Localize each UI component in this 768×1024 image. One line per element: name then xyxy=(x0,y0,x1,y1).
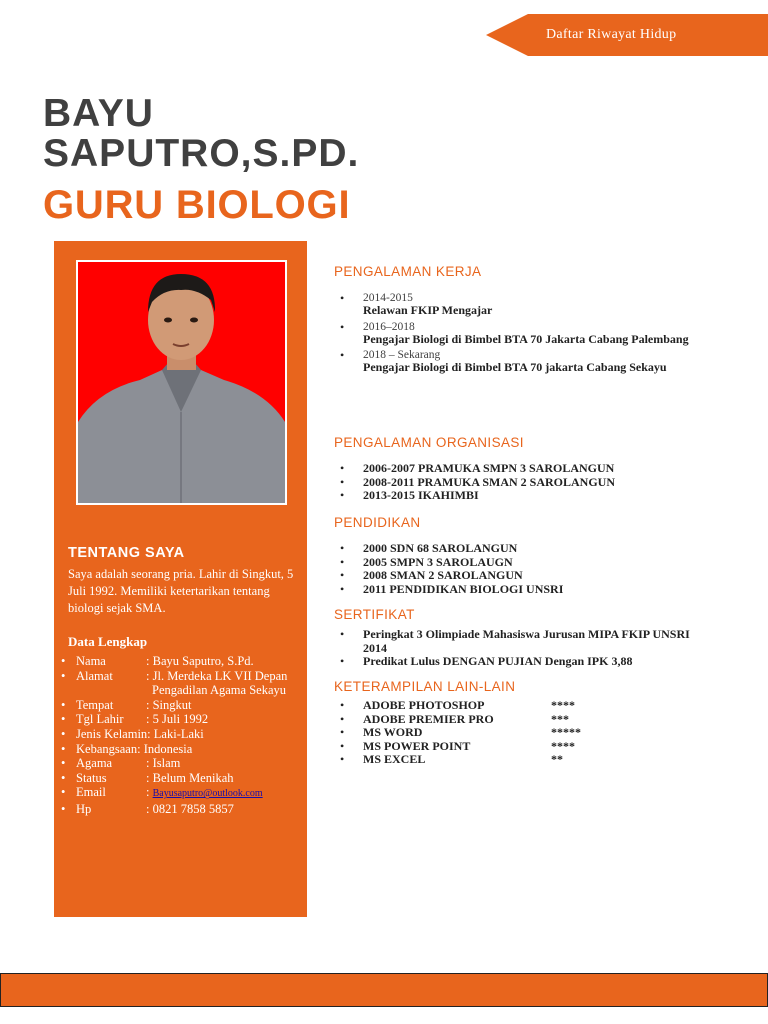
name-line-1: BAYU xyxy=(43,92,154,135)
detail-name: • Nama : Bayu Saputro, S.Pd. xyxy=(60,654,305,669)
skill-rating: **** xyxy=(551,738,575,753)
profile-photo xyxy=(76,260,287,505)
work-item: • 2014-2015 Relawan FKIP Mengajar xyxy=(334,292,714,318)
detail-marital-status: • Status : Belum Menikah xyxy=(60,771,305,786)
work-title: PENGALAMAN KERJA xyxy=(334,264,482,279)
certificates-title: SERTIFIKAT xyxy=(334,607,415,622)
education-item: • 2008 SMAN 2 SAROLANGUN xyxy=(334,569,714,583)
skill-item: • MS WORD ***** xyxy=(334,726,714,740)
certificate-item: • Peringkat 3 Olimpiade Mahasiswa Jurusan MIPA FKIP UNSRI 2014 xyxy=(334,628,699,655)
about-text: Saya adalah seorang pria. Lahir di Singkut, 5 Juli 1992. Memiliki ketertarikan tentang biologi sejak SMA. xyxy=(68,567,294,615)
details-title: Data Lengkap xyxy=(68,634,148,649)
skill-rating: ** xyxy=(551,752,563,766)
organization-item: • 2008-2011 PRAMUKA SMAN 2 SAROLANGUN xyxy=(334,476,714,490)
work-item: • 2018 – Sekarang Pengajar Biologi di Bimbel BTA 70 jakarta Cabang Sekayu xyxy=(334,349,714,375)
detail-nationality: • Kebangsaan : Indonesia xyxy=(60,742,305,757)
detail-birthdate: • Tgl Lahir : 5 Juli 1992 xyxy=(60,712,305,727)
detail-religion: • Agama : Islam xyxy=(60,756,305,771)
skill-rating: *** xyxy=(551,711,569,726)
education-item: • 2005 SMPN 3 SAROLAUGN xyxy=(334,556,714,570)
candidate-name xyxy=(43,94,359,174)
title-banner xyxy=(486,14,768,56)
personal-details-list xyxy=(60,654,305,817)
education-list xyxy=(334,542,714,596)
education-item: • 2011 PENDIDIKAN BIOLOGI UNSRI xyxy=(334,583,714,597)
skill-item: • MS POWER POINT **** xyxy=(334,740,714,754)
job-title: GURU BIOLOGI xyxy=(43,183,351,227)
detail-address: • Alamat : Jl. Merdeka LK VII Depan Pengadilan Agama Sekayu xyxy=(60,669,305,698)
about-title: TENTANG SAYA xyxy=(68,545,185,561)
skills-title: KETERAMPILAN LAIN-LAIN xyxy=(334,679,516,694)
detail-gender: • Jenis Kelamin : Laki-Laki xyxy=(60,727,305,742)
skills-list xyxy=(334,699,714,767)
portrait-image xyxy=(78,262,285,503)
detail-email: • Email : Bayusaputro@outlook.com xyxy=(60,785,305,802)
banner-label: Daftar Riwayat Hidup xyxy=(546,27,677,42)
skill-rating: ***** xyxy=(551,725,581,739)
organization-item: • 2006-2007 PRAMUKA SMPN 3 SAROLANGUN xyxy=(334,462,714,476)
organization-list xyxy=(334,462,714,503)
detail-phone: • Hp : 0821 7858 5857 xyxy=(60,802,305,817)
work-item: • 2016–2018 Pengajar Biologi di Bimbel BTA 70 Jakarta Cabang Palembang xyxy=(334,321,714,347)
certificates-list xyxy=(334,628,699,669)
skill-rating: **** xyxy=(551,698,575,712)
education-item: • 2000 SDN 68 SAROLANGUN xyxy=(334,542,714,556)
skill-item: • ADOBE PHOTOSHOP **** xyxy=(334,699,714,713)
email-link[interactable]: Bayusaputro@outlook.com xyxy=(152,788,263,800)
skill-item: • MS EXCEL ** xyxy=(334,753,714,767)
education-title: PENDIDIKAN xyxy=(334,515,421,530)
footer-bar xyxy=(0,973,768,1007)
organization-title: PENGALAMAN ORGANISASI xyxy=(334,435,524,450)
name-line-2: SAPUTRO,S.PD. xyxy=(43,132,360,175)
profile-sidebar xyxy=(54,241,307,917)
certificate-item: • Predikat Lulus DENGAN PUJIAN Dengan IPK 3,88 xyxy=(334,655,699,669)
detail-birthplace: • Tempat : Singkut xyxy=(60,698,305,713)
skill-item: • ADOBE PREMIER PRO *** xyxy=(334,713,714,727)
work-list xyxy=(334,292,714,378)
organization-item: • 2013-2015 IKAHIMBI xyxy=(334,489,714,503)
